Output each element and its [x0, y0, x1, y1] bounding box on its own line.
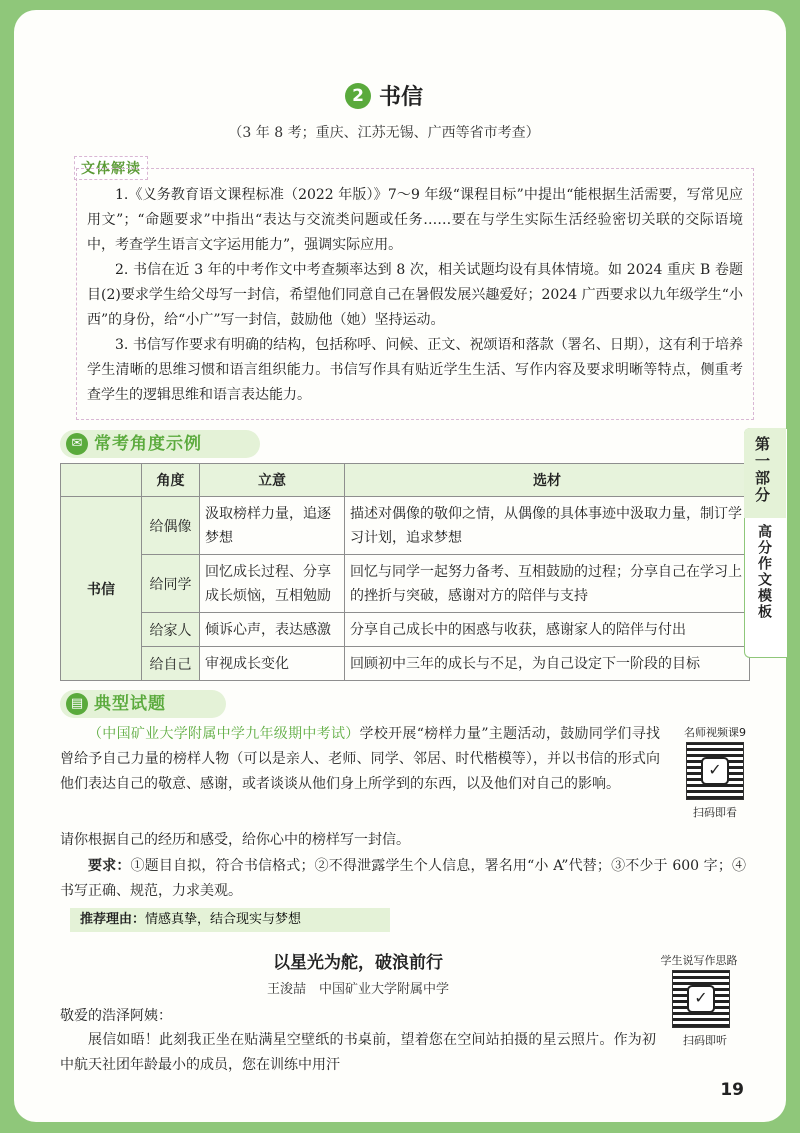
material-cell: 回顾初中三年的成长与不足，为自己设定下一阶段的目标 [345, 647, 750, 681]
page-number: 19 [720, 1080, 744, 1100]
theme-cell: 审视成长变化 [200, 647, 345, 681]
exam-frequency-note: （3 年 8 考；重庆、江苏无锡、广西等省市考查） [228, 125, 540, 141]
question-instruction: 请你根据自己的经历和感受，给你心中的榜样写一封信。 [60, 832, 410, 848]
section-title [14, 80, 754, 111]
qr-video-title: 名师视频课9 [684, 726, 746, 739]
document-icon: ▤ [66, 693, 88, 715]
genre-paragraph-3: 3. 书信写作要求有明确的结构，包括称呼、问候、正文、祝颂语和落款（署名、日期），这有利于培养学生清晰的思维习惯和语言组织能力。书信写作具有贴近学生生活、写作内容及要求明晰等特点，侧重考查学生的逻辑思维和语言表达能力。 [87, 337, 743, 403]
angles-table [60, 463, 750, 681]
header-material: 选材 [345, 464, 750, 497]
qr-video-caption: 扫码即看 [693, 806, 737, 819]
question-requirements [60, 854, 746, 904]
question-heading [60, 690, 226, 718]
genre-interpretation-box [76, 168, 754, 420]
header-theme: 立意 [200, 464, 345, 497]
table-row [61, 555, 750, 613]
book-page [14, 10, 786, 1122]
theme-cell: 汲取榜样力量，追逐梦想 [200, 497, 345, 555]
genre-paragraph-1: 1.《义务教育语文课程标准（2022 年版）》7～9 年级“课程目标”中提出“能根据生活需要，写常见应用文”；“命题要求”中指出“表达与交流类问题或任务……要在与学生实际生活经验密切关联的交际语境中，考查学生语言文字运用能力”，强调实际应用。 [87, 187, 743, 253]
recommendation-bar [70, 908, 390, 932]
reason-label: 推荐理由： [80, 912, 146, 927]
question-prompt-text: 学校开展“榜样力量”主题活动，鼓励同学们寻找曾给予自己力量的榜样人物（可以是亲人、老师、同学、邻居、时代楷模等），并以书信的形式向他们表达自己的敬意、感谢，或者谈谈从他们身上所学到的东西，以及他们对自己的影响。 [60, 726, 660, 792]
angle-cell: 给自己 [142, 647, 200, 681]
requirements-label: 要求： [88, 858, 131, 874]
table-row [61, 613, 750, 647]
check-icon: ✓ [687, 985, 715, 1013]
question-prompt [60, 722, 660, 797]
theme-cell: 回忆成长过程、分享成长烦恼，互相勉励 [200, 555, 345, 613]
essay-author: 王浚喆 中国矿业大学附属中学 [266, 982, 449, 997]
angle-cell: 给偶像 [142, 497, 200, 555]
requirements-text: ①题目自拟，符合书信格式；②不得泄露学生个人信息，署名用“小 A”代替；③不少于 600 字；④书写正确、规范，力求美观。 [60, 858, 747, 899]
question-source: （中国矿业大学附属中学九年级期中考试） [88, 726, 360, 742]
qr-audio-caption: 扫码即听 [683, 1034, 727, 1047]
angle-cell: 给同学 [142, 555, 200, 613]
header-category [61, 464, 142, 497]
qr-audio-code[interactable] [672, 970, 730, 1028]
genre-tag: 文体解读 [74, 156, 148, 180]
page-title: 书信 [378, 85, 423, 110]
essay-salutation: 敬爱的浩泽阿姨： [60, 1008, 172, 1024]
side-tab-part: 第一部分 [753, 436, 771, 504]
angles-heading [60, 430, 260, 458]
essay-title: 以星光为舵，破浪前行 [273, 953, 443, 973]
side-tab-module: 高分作文模板 [756, 524, 772, 620]
essay-body: 展信如晤！此刻我正坐在贴满星空壁纸的书桌前，望着您在空间站拍摄的星云照片。作为初中航天社团年龄最小的成员，您在训练中用汗 [60, 1032, 656, 1073]
angles-heading-text: 常考角度示例 [94, 434, 202, 454]
theme-cell: 倾诉心声，表达感激 [200, 613, 345, 647]
genre-paragraph-2: 2. 书信在近 3 年的中考作文中考查频率达到 8 次，相关试题均设有具体情境。如 2024 重庆 B 卷题目(2)要求学生给父母写一封信，希望他们同意自己在暑假发展兴趣爱好；2024 广西要求以九年级学生“小西”的身份，给“小广”写一封信，鼓励他（她）坚持运动。 [87, 262, 743, 328]
header-angle: 角度 [142, 464, 200, 497]
chat-icon: ✉ [66, 433, 88, 455]
material-cell: 分享自己成长中的困惑与收获，感谢家人的陪伴与付出 [345, 613, 750, 647]
check-icon: ✓ [701, 757, 729, 785]
section-number-badge: 2 [345, 83, 371, 109]
table-row [61, 647, 750, 681]
table-header-row [61, 464, 750, 497]
material-cell: 描述对偶像的敬仰之情，从偶像的具体事迹中汲取力量，制订学习计划，追求梦想 [345, 497, 750, 555]
angle-cell: 给家人 [142, 613, 200, 647]
qr-audio-title: 学生说写作思路 [660, 954, 738, 967]
category-cell: 书信 [61, 497, 142, 681]
table-row [61, 497, 750, 555]
question-heading-text: 典型试题 [94, 694, 166, 714]
qr-video-code[interactable] [686, 742, 744, 800]
material-cell: 回忆与同学一起努力备考、互相鼓励的过程；分享自己在学习上的挫折与突破，感谢对方的陪伴与支持 [345, 555, 750, 613]
reason-text: 情感真挚，结合现实与梦想 [145, 912, 302, 927]
